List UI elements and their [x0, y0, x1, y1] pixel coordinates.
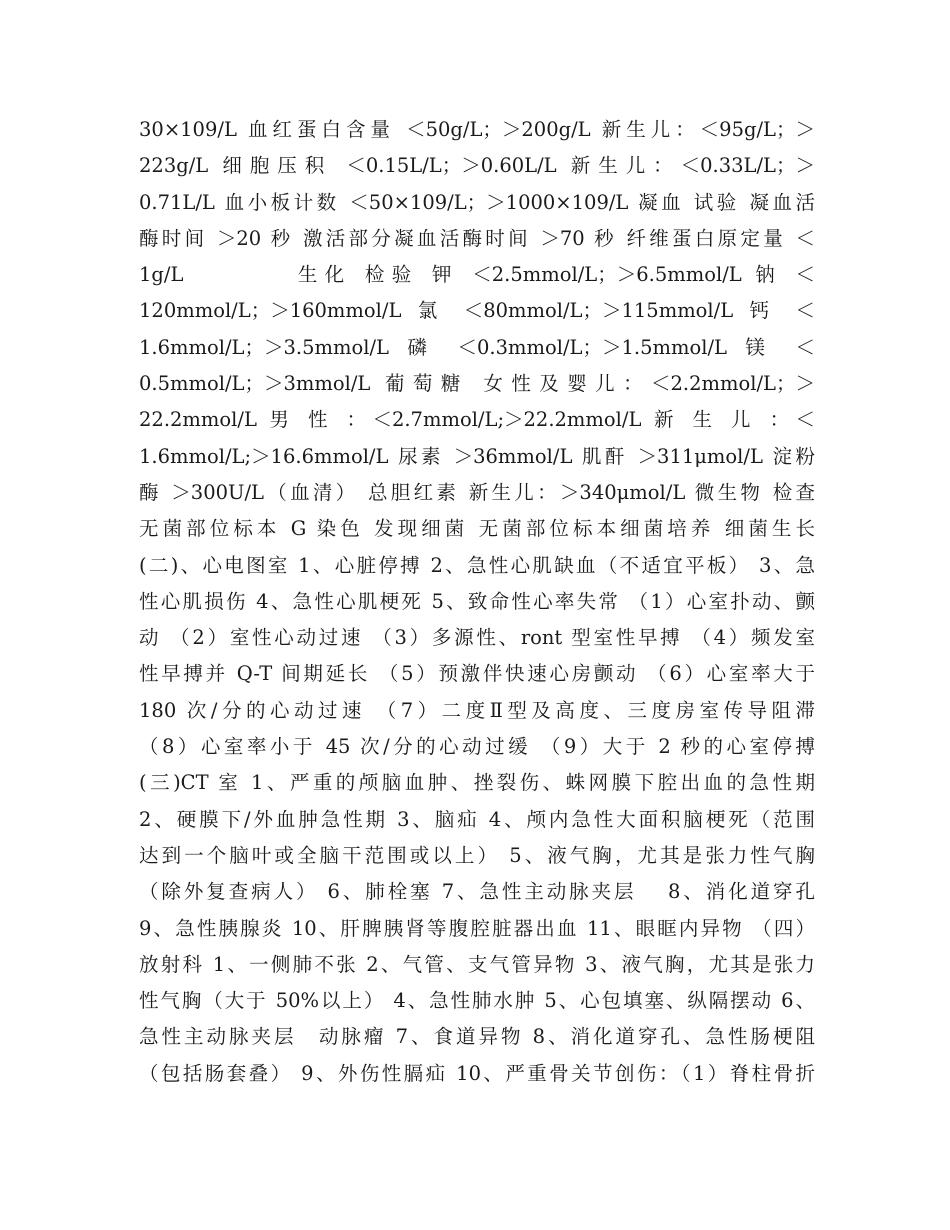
text-line: 无菌部位标本 G 染色 发现细菌 无菌部位标本细菌培养 细菌生长	[139, 517, 815, 541]
text-line: 性气胸（大于 50%以上） 4、急性肺水肿 5、心包填塞、纵隔摆动 6、	[139, 989, 815, 1013]
text-line: 30×109/L 血红蛋白含量 ＜50g/L；＞200g/L 新生儿：＜95g/L；＞	[139, 118, 815, 141]
text-line: 动 （2）室性心动过速 （3）多源性、ront 型室性早搏 （4）频发室	[139, 626, 815, 650]
text-line: （包括肠套叠） 9、外伤性膈疝 10、严重骨关节创伤：（1）脊柱骨折	[139, 1061, 815, 1085]
document-body-text	[139, 112, 815, 1092]
text-line: 性早搏并 Q-T 间期延长 （5）预激伴快速心房颤动 （6）心室率大于	[139, 662, 815, 686]
text-line: 120mmol/L；＞160mmol/L 氯 ＜80mmol/L；＞115mmol/L 钙 ＜	[139, 299, 815, 323]
text-line: 酶时间 ＞20 秒 激活部分凝血活酶时间 ＞70 秒 纤维蛋白原定量 ＜	[139, 226, 815, 250]
text-line: 性心肌损伤 4、急性心肌梗死 5、致命性心率失常 （1）心室扑动、颤	[139, 589, 815, 613]
text-line: (二)、心电图室 1、心脏停搏 2、急性心肌缺血（不适宜平板） 3、急	[139, 553, 815, 577]
text-line: （除外复查病人） 6、肺栓塞 7、急性主动脉夹层 8、消化道穿孔	[139, 880, 815, 904]
text-line: (三)CT 室 1、严重的颅脑血肿、挫裂伤、蛛网膜下腔出血的急性期	[139, 771, 815, 795]
text-line: 2、硬膜下/外血肿急性期 3、脑疝 4、颅内急性大面积脑梗死（范围	[139, 807, 815, 831]
text-line: 0.71L/L 血小板计数 ＜50×109/L；＞1000×109/L 凝血 试验 凝血活	[139, 190, 815, 214]
text-line: 9、急性胰腺炎 10、肝脾胰肾等腹腔脏器出血 11、眼眶内异物 （四）	[139, 916, 815, 940]
text-line: 180 次/分的心动过速 （7）二度Ⅱ型及高度、三度房室传导阻滞	[139, 698, 815, 722]
text-line: 22.2mmol/L 男 性 ：＜2.7mmol/L;＞22.2mmol/L 新 生 儿 ：＜	[139, 408, 815, 432]
text-line: 放射科 1、一侧肺不张 2、气管、支气管异物 3、液气胸，尤其是张力	[139, 952, 815, 976]
text-line: 0.5mmol/L；＞3mmol/L 葡萄糖 女性及婴儿：＜2.2mmol/L；＞	[139, 372, 815, 396]
text-line: 1.6mmol/L;＞16.6mmol/L 尿素 ＞36mmol/L 肌酐 ＞311μmol/L 淀粉	[139, 444, 815, 468]
text-line: 急性主动脉夹层 动脉瘤 7、食道异物 8、消化道穿孔、急性肠梗阻	[139, 1025, 815, 1049]
text-line: 1.6mmol/L；＞3.5mmol/L 磷 ＜0.3mmol/L；＞1.5mmol/L 镁 ＜	[139, 335, 815, 359]
text-line: 223g/L 细胞压积 ＜0.15L/L；＞0.60L/L 新生儿：＜0.33L/L；＞	[139, 154, 815, 178]
text-line: （8）心室率小于 45 次/分的心动过缓 （9）大于 2 秒的心室停搏	[139, 735, 815, 759]
text-line: 酶 ＞300U/L（血清） 总胆红素 新生儿：＞340μmol/L 微生物 检查	[139, 480, 815, 504]
text-line: 1g/L 生化 检验 钾 ＜2.5mmol/L；＞6.5mmol/L 钠 ＜	[139, 263, 815, 287]
text-line: 达到一个脑叶或全脑干范围或以上） 5、液气胸，尤其是张力性气胸	[139, 843, 815, 867]
